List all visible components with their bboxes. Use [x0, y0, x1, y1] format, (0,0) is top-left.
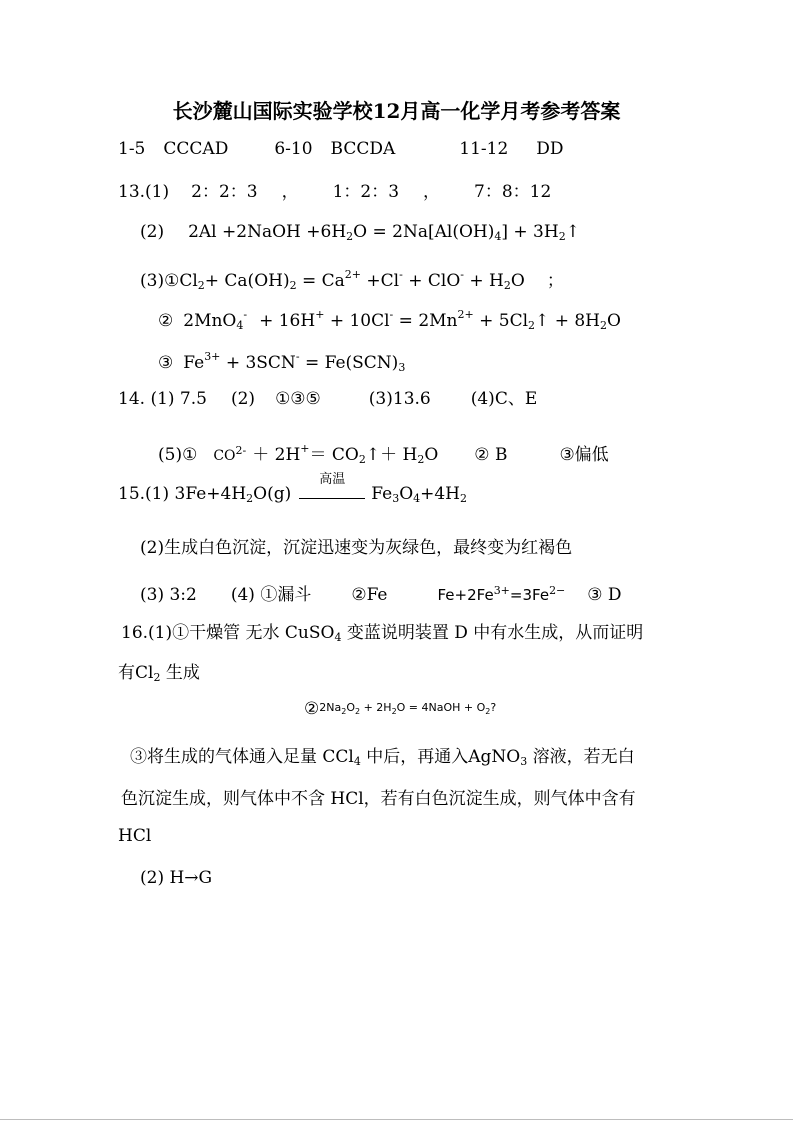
q16-part3-line2: 色沉淀生成，则气体中不含 HCl，若有白色沉淀生成，则气体中含有 [121, 789, 636, 809]
q15-part3-4: (3) 3:2 (4) ①漏斗 ②Fe $Fe+2Fe^{3+}=3Fe^{2-}$ ③ D [140, 584, 622, 605]
q13-part2-equation: (2) 2Al +2NaOH $+6H_2O = 2Na[Al(OH)_4]$ + $3H_2↑$ [140, 222, 580, 243]
q16-line1: 16.(1)①干燥管 无水 CuSO$_4$ 变蓝说明装置 D 中有水生成，从而证明 [121, 623, 644, 644]
q13-ratio-2: 1：2：3 [332, 182, 400, 202]
q16-equation: $②2Na_2O_2 + 2H_2O$ = 4NaOH + $O_2$? [304, 699, 497, 719]
q13-part3-eq3: ③ $Fe^{3+} + 3SCN^- = Fe(SCN)_3$ [158, 350, 406, 374]
page-bottom-divider [0, 1119, 793, 1120]
q13-ratio-3: 7：8：12 [474, 182, 552, 202]
reaction-condition-arrow: 高温 [297, 482, 367, 506]
q16-part2: (2) H→G [140, 868, 213, 888]
q13-part3-eq2: ② $2MnO_4^- + 16H^+ + 10Cl^- = 2Mn^{2+}$ + $5Cl_2↑ + 8H_2O$ [158, 308, 621, 332]
q13-part3-eq1: $(3)①Cl_2+ Ca(OH)_2 = Ca^{2+} +Cl^- + ClO^- + H_2O$ ； [140, 268, 564, 292]
page-title: 长沙麓山国际实验学校12月高一化学月考参考答案 [172, 99, 621, 123]
q13-part1: 13.(1) 2：2：3 ， 1：2：3 ， 7：8：12 [118, 182, 552, 202]
q14-part5: (5)① $CO^{2-} + 2H^+=$ $CO_2↑+ H_2O$ ② B ③偏低 [158, 442, 609, 466]
q16-line2: 有$Cl_2$ 生成 [118, 663, 200, 684]
q15-part2: (2)生成白色沉淀，沉淀迅速变为灰绿色，最终变为红褐色 [140, 538, 573, 558]
q15-part1-equation: 15.(1) $3Fe+4H_2O(g)$ 高温 $Fe_3O_4+4H_2$ [118, 472, 468, 505]
q13-number: 13.(1) [118, 182, 170, 202]
mc-answer-3: DD [536, 139, 564, 159]
mc-range-3: 11-12 [459, 139, 509, 159]
q14-parts: 14. (1) 7.5 (2) ①③⑤ (3)13.6 (4)C、E [118, 389, 538, 409]
mc-range-1: 1-5 [118, 139, 146, 159]
q16-part3-line1: ③将生成的气体通入足量 CCl$_4$ 中后，再通入AgNO$_3$ 溶液，若无白 [130, 747, 635, 768]
mc-answer-2: BCCDA [330, 139, 396, 159]
mc-answer-1: CCCAD [163, 139, 229, 159]
q16-part3-line3: HCl [118, 826, 152, 846]
mc-answers [118, 137, 564, 161]
q13-ratio-1: 2：2：3 [191, 182, 258, 202]
mc-range-2: 6-10 [274, 139, 313, 159]
